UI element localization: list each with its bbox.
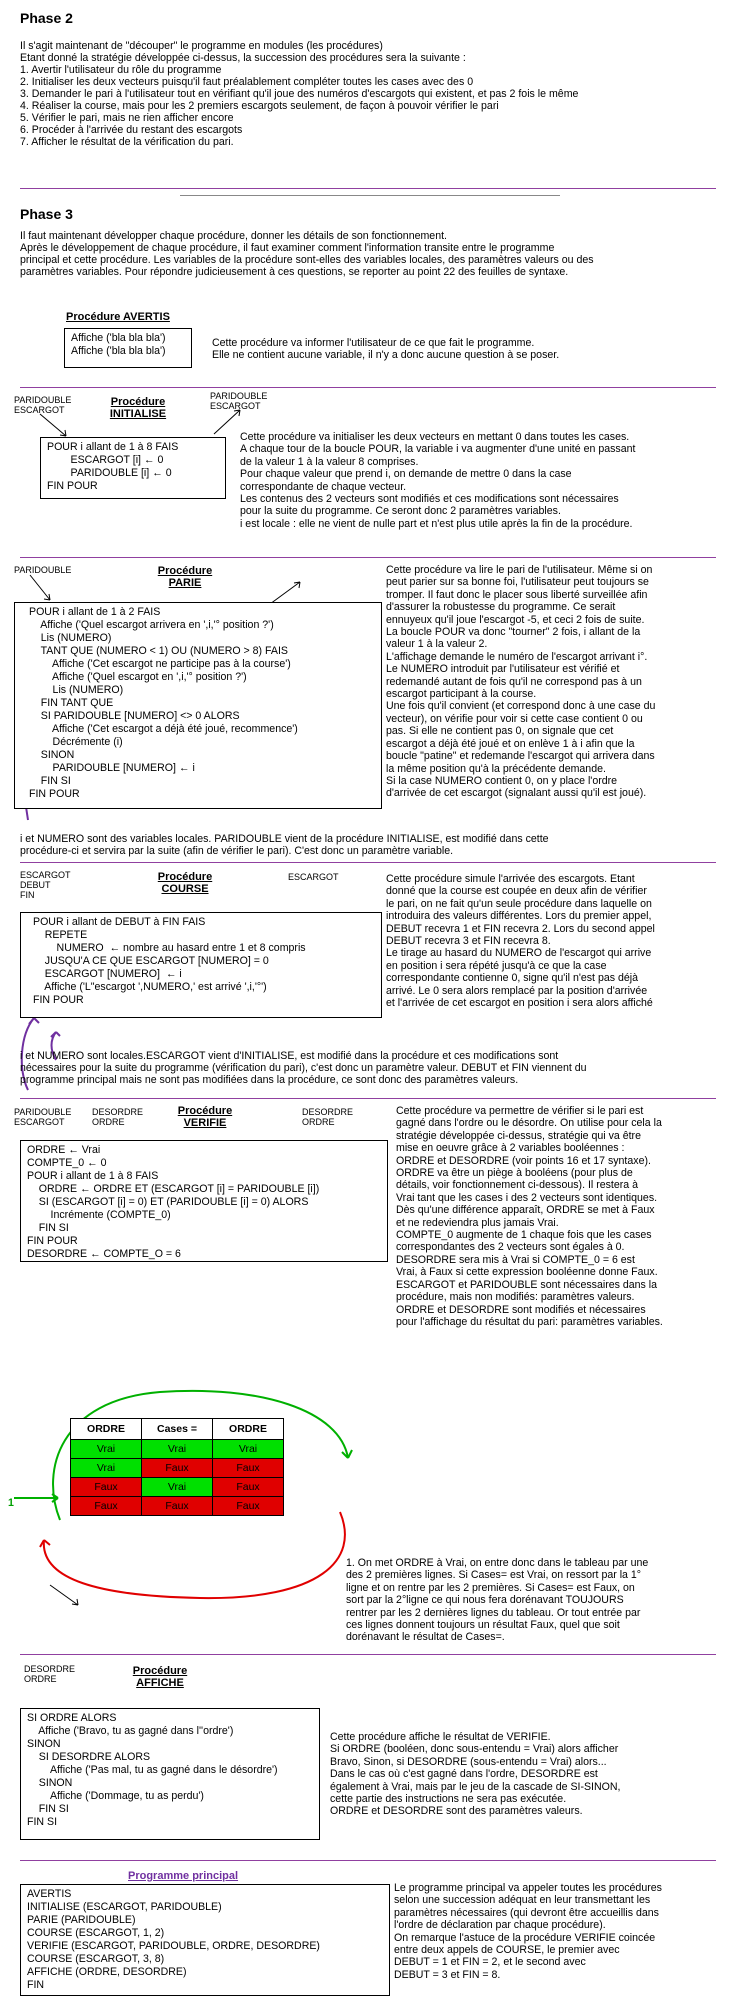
truth-table-row — [71, 1459, 284, 1478]
text-line: nécessaires pour la suite du programme (vérification du pari), c'est donc un paramètre valeur. DEBUT et FIN viennent du — [20, 1062, 587, 1074]
param-label: PARIDOUBLE — [14, 395, 72, 405]
text-line: i et NUMERO sont locales.ESCARGOT vient d'INITIALISE, est modifié dans la procédure et ces modifications sont — [20, 1050, 559, 1062]
affiche-title: Procédure AFFICHE — [132, 1665, 188, 1689]
text-line: Une fois qu'il convient (et correspond donc à une case du — [386, 700, 656, 713]
text-line: le pari, on ne fait qu'un seule procédure dans laquelle on — [386, 897, 652, 910]
text-line: ces lignes donnent toujours un résultat Faux, quel que soit — [346, 1619, 620, 1632]
code-line: PARIDOUBLE [i] ← 0 — [47, 467, 172, 479]
code-line: FIN TANT QUE — [29, 697, 114, 709]
code-line: Incrémente (COMPTE_0) — [27, 1209, 171, 1221]
text-line: la même position qu'à la précédente demande. — [386, 762, 606, 775]
verifie-description — [396, 1105, 731, 1328]
text-line: Cette procédure va permettre de vérifier si le pari est — [396, 1105, 644, 1117]
text-line: 5. Vérifier le pari, mais ne rien afficher encore — [20, 112, 234, 124]
truth-table-cell: Faux — [142, 1497, 213, 1516]
truth-table-row — [71, 1497, 284, 1516]
truth-table-note — [346, 1557, 731, 1644]
code-line: FIN SI — [29, 775, 71, 787]
code-line: Lis (NUMERO) — [29, 684, 124, 696]
param-label: ESCARGOT — [20, 870, 71, 880]
text-line: Le tirage au hasard du NUMERO de l'escargot qui arrive — [386, 947, 652, 960]
text-line: Il faut maintenant développer chaque procédure, donner les détails de son fonctionnement. — [20, 230, 447, 242]
truth-table-row — [71, 1440, 284, 1459]
text-line: escargot a déjà été joué et on enlève 1 à i afin que la — [386, 737, 635, 750]
principal-description — [394, 1882, 729, 1981]
text-line: Cette procédure va initialiser les deux vecteurs en mettant 0 dans toutes les cases. — [240, 431, 630, 443]
param-label: ESCARGOT — [14, 405, 65, 415]
code-line: SI DESORDRE ALORS — [27, 1751, 151, 1763]
text-line: cette partie des instructions ne sera pas exécutée. — [330, 1793, 567, 1806]
code-line: FIN SI — [27, 1803, 69, 1815]
text-line: correspondante contienne 0, signe qu'il n'est pas déjà — [386, 972, 638, 985]
code-line: SINON — [29, 749, 75, 761]
text-line: arrivé. Le 0 sera alors remplacé par la position d'arrivée — [386, 984, 648, 997]
text-line: d'arrivée de cet escargot (signalant aussi qu'il est joué). — [386, 787, 647, 800]
text-line: Si ORDRE (booléen, donc sous-entendu = Vrai) alors afficher — [330, 1743, 619, 1756]
code-line: Affiche ('L"escargot ',NUMERO,' est arrivé ',i,'°') — [33, 981, 267, 993]
text-line: correspondante de chaque vecteur. — [240, 480, 407, 493]
code-line: REPETE — [33, 929, 88, 941]
text-line: Le programme principal va appeler toutes les procédures — [394, 1882, 662, 1894]
text-line: procédure-ci et servira par la suite (afin de vérifier le pari). C'est donc un paramètre variable. — [20, 845, 454, 857]
code-line: Affiche ('bla bla bla') — [71, 345, 166, 357]
divider — [20, 862, 716, 863]
text-line: selon une succession adéquat en leur transmettant les — [394, 1894, 651, 1907]
text-line: gagné dans l'ordre ou le désordre. On utilise pour cela la — [396, 1117, 662, 1130]
text-line: Elle ne contient aucune variable, il n'y a donc aucune question à se poser. — [212, 349, 560, 362]
truth-table-cell: Faux — [71, 1478, 142, 1497]
code-line: FIN — [27, 1979, 45, 1991]
text-line: paramètres variables. Pour répondre judicieusement à ces questions, se reporter au point 22 des feuilles de syntaxe. — [20, 266, 569, 278]
text-line: DEBUT = 1 et FIN = 2, et le second avec — [394, 1956, 586, 1969]
text-line: correspondantes des 2 vecteurs sont égales à 0. — [396, 1241, 625, 1254]
truth-table-cell: Vrai — [71, 1459, 142, 1478]
text-line: i est locale : elle ne vient de nulle part et n'est plus utile après la fin de la procédure. — [240, 517, 633, 530]
text-line: Si la case NUMERO contient 0, on y place l'ordre — [386, 774, 618, 787]
parie-conclusion — [20, 833, 720, 857]
affiche-description — [330, 1731, 725, 1818]
principal-code-box — [20, 1884, 390, 1996]
code-line: Affiche ('Bravo, tu as gagné dans l''ordre') — [27, 1725, 234, 1737]
text-line: Cette procédure va informer l'utilisateur de ce que fait le programme. — [212, 337, 535, 349]
code-line: COURSE (ESCARGOT, 1, 2) — [27, 1927, 165, 1939]
code-line: FIN SI — [27, 1816, 58, 1828]
text-line: introduira des valeurs différentes. Lors du premier appel, — [386, 910, 652, 923]
text-line: valeur 1 à la valeur 2. — [386, 638, 488, 651]
text-line: DESORDRE sera mis à Vrai si COMPTE_0 = 6 est — [396, 1253, 635, 1266]
code-line: TANT QUE (NUMERO < 1) OU (NUMERO > 8) FAIS — [29, 645, 288, 657]
truth-table-header-cell: ORDRE — [213, 1419, 284, 1440]
text-line: DEBUT = 3 et FIN = 8. — [394, 1968, 501, 1981]
text-line: ESCARGOT et PARIDOUBLE sont nécessaires dans la — [396, 1278, 658, 1291]
text-line: rentrer par les 2 dernières lignes du tableau. Or tout entrée par — [346, 1606, 641, 1619]
text-line: Bravo, Sinon, si DESORDRE (sous-entendu = Vrai) alors... — [330, 1755, 607, 1768]
text-line: A chaque tour de la boucle POUR, la variable i va augmenter d'une unité en passant — [240, 443, 636, 456]
code-line: SI ORDRE ALORS — [27, 1712, 117, 1724]
course-description — [386, 873, 726, 1009]
truth-table-header — [71, 1419, 284, 1440]
text-line: ennuyeux qu'il joue l'escargot -5, et ceci 2 fois de suite. — [386, 613, 645, 626]
text-line: détails, voir fonctionnement ci-dessous). Il restera à — [396, 1179, 639, 1192]
code-line: ESCARGOT [i] ← 0 — [47, 454, 164, 466]
text-line: donné que la course est coupée en deux afin de vérifier — [386, 885, 647, 898]
text-line: en position i sera répété jusqu'à ce que la case — [386, 959, 607, 972]
verifie-title: Procédure VERIFIE — [177, 1105, 233, 1129]
text-line: Il s'agit maintenant de "découper" le programme en modules (les procédures) — [20, 40, 383, 52]
truth-table-cell: Vrai — [71, 1440, 142, 1459]
param-label: DESORDRE — [24, 1664, 76, 1674]
parie-input-label: PARIDOUBLE — [14, 565, 72, 575]
param-label: DEBUT — [20, 880, 51, 890]
initialise-description — [240, 431, 725, 530]
code-line: Décrémente (i) — [29, 736, 123, 748]
code-line: SI PARIDOUBLE [NUMERO] <> 0 ALORS — [29, 710, 240, 722]
text-line: Etant donné la stratégie développée ci-dessus, la succession des procédures sera la suivante : — [20, 52, 466, 64]
divider — [20, 1098, 716, 1099]
text-line: Cette procédure va lire le pari de l'utilisateur. Même si on — [386, 564, 653, 576]
text-line: et ne redeviendra plus jamais Vrai. — [396, 1216, 559, 1229]
param-label: PARIDOUBLE — [14, 1107, 72, 1117]
truth-table-cell: Vrai — [213, 1440, 284, 1459]
param-label: ORDRE — [92, 1117, 125, 1127]
divider — [20, 1654, 716, 1655]
code-line: VERIFIE (ESCARGOT, PARIDOUBLE, ORDRE, DESORDRE) — [27, 1940, 320, 1952]
avertis-title: Procédure AVERTIS — [66, 311, 170, 323]
code-line: SINON — [27, 1777, 73, 1789]
text-line: i et NUMERO sont des variables locales. PARIDOUBLE vient de la procédure INITIALISE, est modifié dans cette — [20, 833, 549, 845]
text-line: pour la suite du programme. Ce seront donc 2 paramètres variables. — [240, 505, 561, 518]
phase3-heading: Phase 3 — [20, 206, 73, 222]
text-line: principal et cette procédure. Les variables de la procédure sont-elles des variables locales, des paramètres valeurs ou des — [20, 254, 594, 266]
code-line: Lis (NUMERO) — [29, 632, 112, 644]
text-line: également à Vrai, mais par le jeu de la cascade de SI-SINON, — [330, 1780, 621, 1793]
divider — [20, 1860, 716, 1861]
param-label: ORDRE — [24, 1674, 57, 1684]
code-line: COMPTE_0 ← 0 — [27, 1157, 107, 1169]
text-line: Après le développement de chaque procédure, il faut examiner comment l'information transite entre le programme — [20, 242, 555, 254]
course-code-box — [20, 912, 382, 1018]
course-conclusion — [20, 1050, 720, 1086]
truth-table-header-cell: Cases = — [142, 1419, 213, 1440]
code-line: AVERTIS — [27, 1888, 72, 1900]
text-line: stratégie développée ci-dessus, stratégie qui va être — [396, 1129, 641, 1142]
param-label: ESCARGOT — [14, 1117, 65, 1127]
truth-table-cell: Vrai — [142, 1478, 213, 1497]
affiche-code-box — [20, 1708, 320, 1840]
verifie-output-labels — [302, 1107, 353, 1127]
divider — [20, 557, 716, 558]
truth-table-header-cell: ORDRE — [71, 1419, 142, 1440]
code-line: SI (ESCARGOT [i] = 0) ET (PARIDOUBLE [i] = 0) ALORS — [27, 1196, 309, 1208]
code-line: POUR i allant de 1 à 2 FAIS — [29, 606, 161, 618]
code-line: PARIDOUBLE [NUMERO] ← i — [29, 762, 195, 774]
initialise-title: Procédure INITIALISE — [109, 396, 167, 420]
text-line: COMPTE_0 augmente de 1 chaque fois que les cases — [396, 1229, 652, 1242]
parie-title: Procédure PARIE — [157, 565, 213, 589]
code-line: Affiche ('Quel escargot arrivera en ',i,'° position ?') — [29, 619, 274, 631]
code-line: Affiche ('bla bla bla') — [71, 332, 166, 344]
code-line: DESORDRE ← COMPTE_O = 6 — [27, 1248, 181, 1260]
text-line: 4. Réaliser la course, mais pour les 2 premiers escargots seulement, de façon à pouvoir vérifier le pari — [20, 100, 499, 112]
text-line: DEBUT recevra 1 et FIN recevra 2. Lors du second appel — [386, 922, 655, 935]
text-line: paramètres nécessaires (qui devront être accueillis dans — [394, 1906, 659, 1919]
code-line: FIN POUR — [47, 480, 98, 492]
text-line: sort par la 2°ligne ce qui nous fera dorénavant TOUJOURS — [346, 1594, 624, 1607]
text-line: d'assurer la robustesse du programme. Ce serait — [386, 601, 616, 614]
code-line: POUR i allant de 1 à 8 FAIS — [47, 441, 179, 453]
course-output-label: ESCARGOT — [288, 872, 339, 882]
code-line: PARIE (PARIDOUBLE) — [27, 1914, 136, 1926]
text-line: peut parier sur sa bonne foi, l'utilisateur peut toujours se — [386, 576, 649, 589]
code-line: Affiche ('Cet escargot ne participe pas à la course') — [29, 658, 291, 670]
initialise-code-box — [40, 437, 226, 499]
param-label: PARIDOUBLE — [210, 391, 268, 401]
text-line: 6. Procéder à l'arrivée du restant des escargots — [20, 124, 243, 136]
truth-table-cell: Faux — [213, 1459, 284, 1478]
code-line: JUSQU'A CE QUE ESCARGOT [NUMERO] = 0 — [33, 955, 269, 967]
code-line: POUR i allant de DEBUT à FIN FAIS — [33, 916, 206, 928]
text-line: vecteur), on vérifie pour voir si cette case contient 0 ou — [386, 712, 643, 725]
code-line: SINON — [27, 1738, 61, 1750]
text-line: L'affichage demande le numéro de l'escargot arrivant i°. — [386, 650, 648, 663]
param-label: DESORDRE — [92, 1107, 144, 1117]
code-line: AFFICHE (ORDRE, DESORDRE) — [27, 1966, 187, 1978]
parie-code-box — [14, 602, 382, 809]
code-line: POUR i allant de 1 à 8 FAIS — [27, 1170, 159, 1182]
affiche-input-labels — [24, 1664, 75, 1684]
text-line: ligne et on rentre par les 2 premières. Si Cases= est Faux, on — [346, 1581, 635, 1594]
text-line: Pour chaque valeur que prend i, on demande de mettre 0 dans la case — [240, 468, 572, 481]
text-line: boucle "patine" et redemande l'escargot qui arrivera dans — [386, 750, 655, 763]
truth-table — [70, 1418, 284, 1516]
text-line: ORDRE et DESORDRE sont des paramètres valeurs. — [330, 1805, 583, 1818]
param-label: DESORDRE — [302, 1107, 354, 1117]
code-line: FIN POUR — [33, 994, 84, 1006]
text-line: ORDRE et DESORDRE sont modifiés et nécessaires — [396, 1303, 646, 1316]
code-line: Affiche ('Pas mal, tu as gagné dans le désordre') — [27, 1764, 278, 1776]
code-line: Affiche ('Cet escargot a déjà été joué, recommence') — [29, 723, 298, 735]
truth-table-cell: Faux — [142, 1459, 213, 1478]
text-line: pas. Si elle ne contient pas 0, on signale que cet — [386, 725, 614, 738]
code-line: ESCARGOT [NUMERO] ← i — [33, 968, 182, 980]
principal-title: Programme principal — [128, 1870, 239, 1882]
text-line: redemandé autant de fois qu'il ne correspond pas à un — [386, 675, 642, 688]
text-line: escargot participant à la course. — [386, 688, 537, 701]
text-line: pour l'affichage du résultat du pari: paramètres variables. — [396, 1315, 663, 1328]
text-line: Les contenus des 2 vecteurs sont modifiés et ces modifications sont nécessaires — [240, 493, 619, 506]
code-line: INITIALISE (ESCARGOT, PARIDOUBLE) — [27, 1901, 222, 1913]
truth-table-cell: Vrai — [142, 1440, 213, 1459]
course-title: Procédure COURSE — [157, 871, 213, 895]
verifie-input-labels-1 — [14, 1107, 71, 1127]
text-line: programme principal mais ne sont pas modifiées dans la procédure, ce sont donc des paramètres valeurs. — [20, 1074, 519, 1086]
verifie-input-labels-2 — [92, 1107, 143, 1127]
code-line: COURSE (ESCARGOT, 3, 8) — [27, 1953, 165, 1965]
truth-table-cell: Faux — [213, 1497, 284, 1516]
phase2-heading: Phase 2 — [20, 10, 73, 26]
text-line: Cette procédure simule l'arrivée des escargots. Etant — [386, 873, 635, 885]
text-line: ORDRE va être un piège à booléens (pour plus de — [396, 1167, 633, 1180]
text-line: des 2 premières lignes. Si Cases= est Vrai, on ressort par la 1° — [346, 1569, 642, 1582]
truth-table-row — [71, 1478, 284, 1497]
text-line: Vrai, à Faux si cette expression booléenne donne Faux. — [396, 1266, 658, 1279]
text-line: DEBUT recevra 3 et FIN recevra 8. — [386, 935, 551, 948]
text-line: l'ordre de déclaration par chaque procédure). — [394, 1919, 606, 1932]
code-line: ORDRE ← ORDRE ET (ESCARGOT [i] = PARIDOUBLE [i]) — [27, 1183, 320, 1195]
text-line: 2. Initialiser les deux vecteurs puisqu'il faut préalablement compléter toutes les cases avec des 0 — [20, 76, 474, 88]
code-line: Affiche ('Dommage, tu as perdu') — [27, 1790, 204, 1802]
text-line: dorénavant le résultat de Cases=. — [346, 1631, 505, 1644]
text-line: ORDRE et DESORDRE (voir points 16 et 17 syntaxe). — [396, 1154, 651, 1167]
param-label: FIN — [20, 890, 35, 900]
text-line: mise en oeuvre grâce à 2 variables booléennes : — [396, 1142, 625, 1155]
text-line: entre deux appels de COURSE, le premier avec — [394, 1944, 620, 1957]
text-line: tromper. Il faut donc le placer sous liberté surveillée afin — [386, 588, 648, 601]
truth-table-marker: 1 — [8, 1497, 14, 1509]
text-line: Le NUMERO introduit par l'utilisateur est vérifié et — [386, 663, 620, 676]
code-line: FIN POUR — [27, 1235, 78, 1247]
code-line: FIN SI — [27, 1222, 69, 1234]
text-line: 1. On met ORDRE à Vrai, on entre donc dans le tableau par une — [346, 1557, 649, 1569]
text-line: de la valeur 1 à la valeur 8 comprises. — [240, 455, 419, 468]
text-line: procédure, mais non modifiés: paramètres valeurs. — [396, 1291, 635, 1304]
truth-table-cell: Faux — [71, 1497, 142, 1516]
text-line: Dans le cas où c'est gagné dans l'ordre, DESORDRE est — [330, 1768, 598, 1781]
text-line: 1. Avertir l'utilisateur du rôle du programme — [20, 64, 222, 76]
code-line: FIN POUR — [29, 788, 80, 800]
truth-table-cell: Faux — [213, 1478, 284, 1497]
param-label: ESCARGOT — [210, 401, 261, 411]
text-line: 3. Demander le pari à l'utilisateur tout en vérifiant qu'il joue des numéros d'escargots qui existent, et pas 2 fois le même — [20, 88, 579, 100]
text-line: Dès qu'une différence apparaît, ORDRE se met à Faux — [396, 1204, 655, 1217]
text-line: Vrai tant que les cases i des 2 vecteurs sont identiques. — [396, 1191, 658, 1204]
verifie-code-box — [20, 1140, 388, 1262]
code-line: ORDRE ← Vrai — [27, 1144, 101, 1156]
text-line: 7. Afficher le résultat de la vérification du pari. — [20, 136, 234, 148]
text-line: et l'arrivée de cet escargot en position i sera alors affiché — [386, 997, 653, 1010]
course-input-labels — [20, 870, 71, 900]
text-line: On remarque l'astuce de la procédure VERIFIE coincée — [394, 1931, 656, 1944]
text-line: La boucle POUR va donc "tourner" 2 fois, i allant de la — [386, 626, 641, 639]
code-line: Affiche ('Quel escargot en ',i,'° position ?') — [29, 671, 247, 683]
text-line: Cette procédure affiche le résultat de VERIFIE. — [330, 1731, 551, 1743]
param-label: ORDRE — [302, 1117, 335, 1127]
code-line: NUMERO ← nombre au hasard entre 1 et 8 compris — [33, 942, 306, 954]
parie-description — [386, 564, 726, 800]
